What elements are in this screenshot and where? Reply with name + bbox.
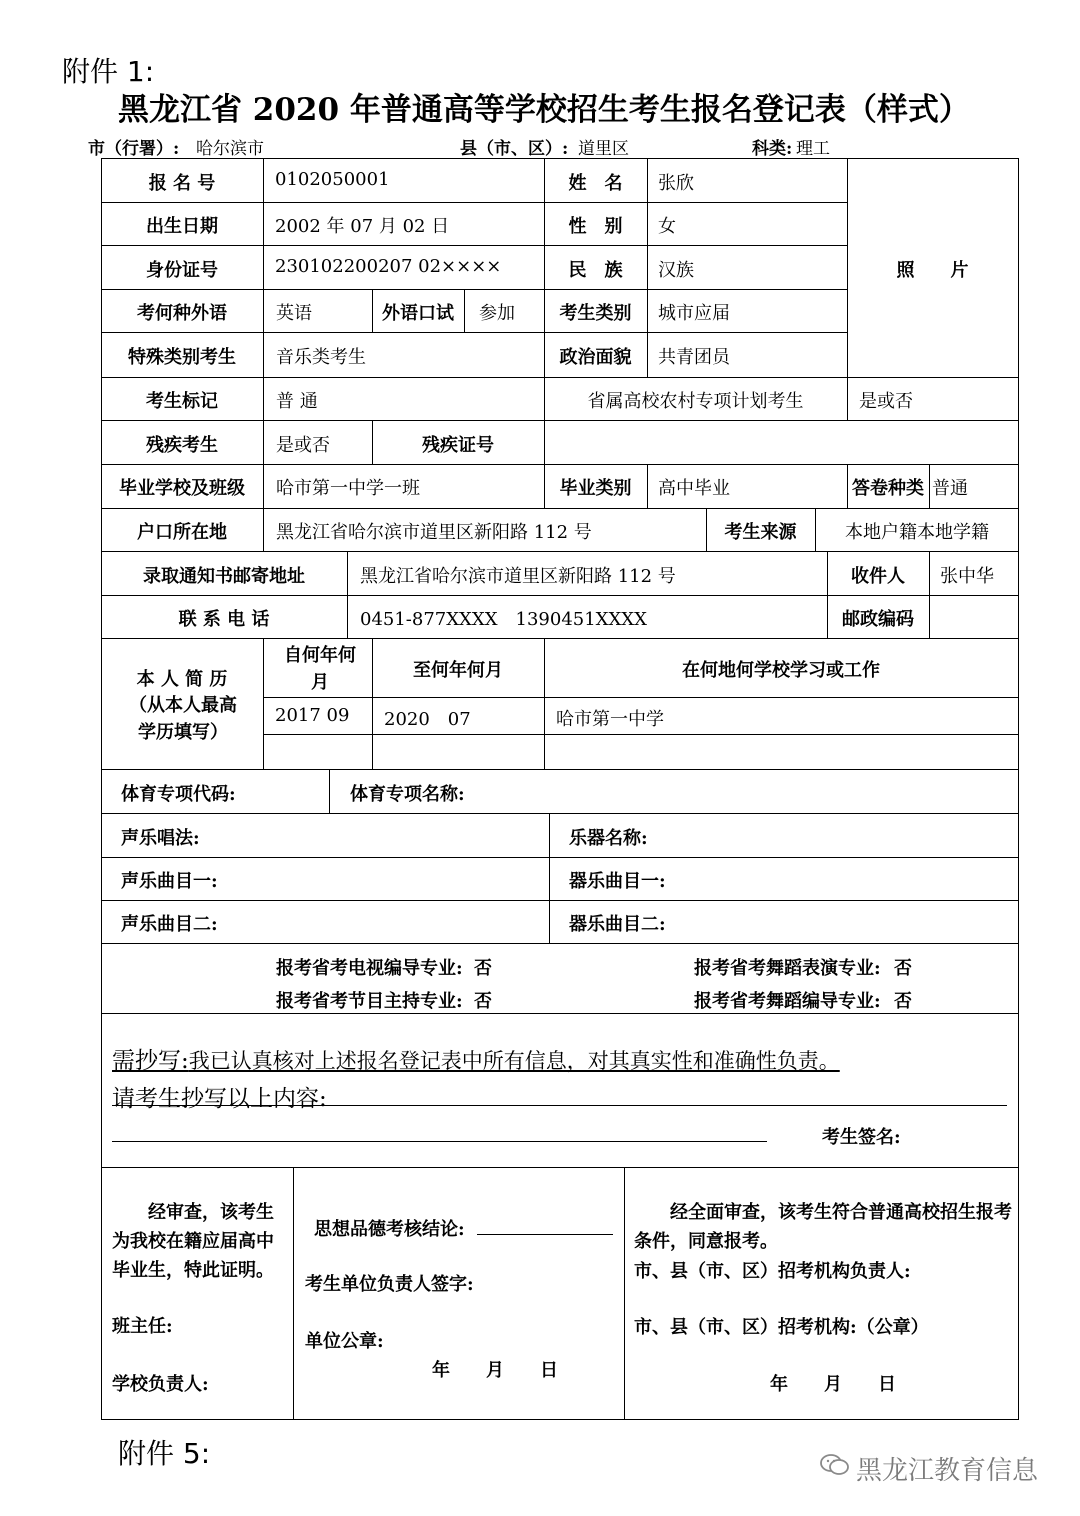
school-leader-label: 学校负责人:: [112, 1374, 209, 1395]
reg-no-label: 报 名 号: [148, 173, 216, 194]
dance-chor-major-value: 否: [894, 991, 912, 1012]
head-teacher-label: 班主任:: [112, 1316, 173, 1337]
school-certification: 经审查，该考生为我校在籍应届高中毕业生，特此证明。: [112, 1202, 274, 1281]
dance-perf-major-value: 否: [894, 958, 912, 979]
moral-conclusion-label: 思想品德考核结论:: [314, 1219, 465, 1240]
ethnic-label: 民 族: [568, 260, 623, 281]
resume-note: （从本人最高学历填写）: [129, 695, 237, 743]
school-label: 毕业学校及班级: [119, 478, 245, 499]
dance-perf-major-label: 报考省考舞蹈表演专业:: [694, 958, 881, 979]
birth-label: 出生日期: [146, 216, 218, 237]
recipient-value: 张中华: [940, 566, 994, 587]
vocal-piece-2-label: 声乐曲目二:: [121, 914, 218, 935]
rural-plan-label: 省属高校农村专项计划考生: [587, 391, 804, 412]
copy-prompt: 请考生抄写以上内容:: [112, 1086, 327, 1112]
rural-plan-value: 是或否: [859, 391, 913, 412]
mail-address-label: 录取通知书邮寄地址: [143, 566, 305, 587]
oral-value: 参加: [479, 303, 515, 324]
host-major-value: 否: [474, 991, 492, 1012]
source-value: 本地户籍本地学籍: [845, 522, 989, 543]
political-value: 共青团员: [658, 347, 730, 368]
mail-address-value: 黑龙江省哈尔滨市道里区新阳路 112 号: [360, 566, 676, 587]
unit-leader-sign-label: 考生单位负责人签字:: [305, 1274, 474, 1295]
instrument-piece-1-label: 器乐曲目一:: [569, 871, 666, 892]
political-label: 政治面貌: [559, 347, 632, 368]
page-title: 黑龙江省 2020 年普通高等学校招生考生报名登记表（样式）: [118, 92, 970, 128]
tv-major-value: 否: [474, 958, 492, 979]
category-label: 考生类别: [559, 303, 632, 324]
attachment-label-bottom: 附件 5:: [118, 1437, 211, 1470]
school-value: 哈市第一中学一班: [276, 478, 420, 499]
photo-placeholder: 照 片: [896, 260, 969, 281]
birth-value: 2002 年 07 月 02 日: [275, 216, 450, 237]
mark-label: 考生标记: [146, 391, 218, 412]
gender-value: 女: [658, 216, 676, 237]
declaration-text: 我已认真核对上述报名登记表中所有信息，对其真实性和准确性负责。: [188, 1049, 840, 1073]
resume-to-header: 至何年何月: [413, 660, 503, 681]
resume-label: 本 人 简 历: [136, 669, 228, 690]
unit-seal-label: 单位公章:: [305, 1331, 384, 1352]
resume-where-header: 在何地何学校学习或工作: [682, 660, 880, 681]
office-seal-label: 市、县（市、区）招考机构:（公章）: [634, 1317, 929, 1338]
county-value: 道里区: [578, 139, 629, 159]
attachment-label: 附件 1:: [62, 55, 155, 88]
copy-line-2[interactable]: [112, 1141, 767, 1142]
grad-type-value: 高中毕业: [658, 478, 730, 499]
sports-code-label: 体育专项代码:: [121, 784, 236, 805]
subject-label: 科类:: [752, 139, 793, 159]
paper-type-label: 答卷种类: [852, 478, 924, 499]
hukou-value: 黑龙江省哈尔滨市道里区新阳路 112 号: [276, 522, 592, 543]
resume-from-1: 2017 09: [275, 705, 350, 726]
phone-value: 0451-877XXXX 1390451XXXX: [360, 609, 647, 630]
oral-label: 外语口试: [382, 303, 454, 324]
vocal-piece-1-label: 声乐曲目一:: [121, 871, 218, 892]
signature-label: 考生签名:: [822, 1127, 901, 1148]
dance-chor-major-label: 报考省考舞蹈编导专业:: [694, 991, 881, 1012]
instrument-piece-2-label: 器乐曲目二:: [569, 914, 666, 935]
source-label: 考生来源: [724, 522, 797, 543]
disabled-value: 是或否: [276, 435, 330, 456]
mark-value: 普 通: [276, 391, 318, 412]
reg-no-value: 0102050001: [275, 169, 390, 190]
hukou-label: 户口所在地: [137, 522, 227, 543]
resume-to-1: 2020 07: [384, 709, 471, 730]
paper-type-value: 普通: [932, 478, 968, 499]
date-middle: 年 月 日: [432, 1360, 558, 1381]
subject-value: 理工: [796, 139, 830, 159]
moral-conclusion-line[interactable]: [477, 1234, 613, 1235]
tv-major-label: 报考省考电视编导专业:: [276, 958, 463, 979]
disabled-cert-label: 残疾证号: [422, 435, 494, 456]
grad-type-label: 毕业类别: [559, 478, 632, 499]
resume-where-1: 哈市第一中学: [556, 709, 664, 730]
disabled-label: 残疾考生: [146, 435, 218, 456]
id-value: 230102200207 02××××: [275, 256, 502, 277]
special-label: 特殊类别考生: [128, 347, 236, 368]
gender-label: 性 别: [568, 216, 623, 237]
recipient-label: 收件人: [851, 566, 905, 587]
declaration-prefix: 需抄写:: [112, 1048, 189, 1074]
special-value: 音乐类考生: [276, 347, 366, 368]
resume-from-header: 自何年何月: [284, 645, 356, 693]
city-value: 哈尔滨市: [196, 139, 264, 159]
date-right: 年 月 日: [770, 1374, 896, 1395]
id-label: 身份证号: [146, 260, 218, 281]
declaration-line: [112, 1042, 840, 1075]
final-review-text: 经全面审查，该考生符合普通高校招生报考条件，同意报考。: [634, 1202, 1012, 1252]
language-label: 考何种外语: [137, 303, 227, 324]
watermark-text: 黑龙江教育信息: [856, 1456, 1039, 1486]
language-value: 英语: [276, 303, 312, 324]
copy-line-1[interactable]: [112, 1105, 1007, 1106]
instrument-label: 乐器名称:: [569, 828, 648, 849]
ethnic-value: 汉族: [658, 260, 694, 281]
wechat-icon: [820, 1452, 850, 1482]
county-label: 县（市、区）:: [460, 139, 569, 159]
name-value: 张欣: [658, 173, 694, 194]
office-leader-label: 市、县（市、区）招考机构负责人:: [634, 1261, 911, 1282]
phone-label: 联 系 电 话: [178, 609, 270, 630]
postcode-label: 邮政编码: [842, 609, 914, 630]
sports-name-label: 体育专项名称:: [350, 784, 465, 805]
host-major-label: 报考省考节目主持专业:: [276, 991, 463, 1012]
name-label: 姓 名: [568, 173, 623, 194]
category-value: 城市应届: [658, 303, 730, 324]
vocal-style-label: 声乐唱法:: [121, 828, 200, 849]
city-label: 市（行署）:: [88, 139, 180, 159]
